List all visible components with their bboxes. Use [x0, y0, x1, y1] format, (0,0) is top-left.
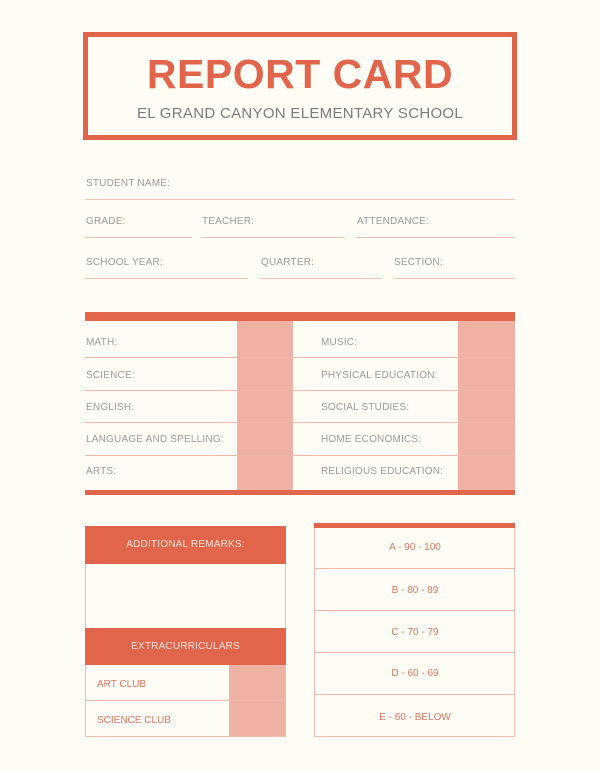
subject-science: SCIENCE: [86, 370, 135, 381]
attendance-label: ATTENDANCE: [357, 216, 430, 227]
row-divider [85, 390, 515, 391]
subject-home-economics: HOME ECONOMICS: [321, 434, 422, 445]
row-divider [85, 422, 515, 423]
report-card-header [83, 32, 517, 140]
section-label: SECTION: [394, 257, 443, 268]
page-title: REPORT CARD [146, 51, 454, 97]
grade-column-right[interactable] [458, 321, 515, 490]
subject-music: MUSIC: [321, 337, 358, 348]
grade-scale-b: B - 80 - 89 [391, 585, 439, 596]
school-year-label: SCHOOL YEAR: [86, 257, 163, 268]
grading-scale-top-bar [314, 523, 515, 528]
table-top-bar [85, 312, 515, 321]
subject-english: ENGLISH: [86, 402, 135, 413]
student-name-label: STUDENT NAME: [86, 178, 171, 189]
grade-scale-a: A - 90 - 100 [389, 542, 441, 553]
subject-math: MATH: [86, 337, 118, 348]
subject-physical-education: PHYSICAL EDUCATION: [321, 370, 438, 381]
subject-arts: ARTS: [86, 466, 117, 477]
remarks-area[interactable] [86, 564, 285, 627]
student-name-field[interactable] [85, 169, 515, 200]
teacher-field[interactable] [201, 207, 345, 238]
row-divider [315, 694, 514, 695]
extracurriculars-heading: EXTRACURRICULARS [85, 628, 286, 665]
row-divider [85, 357, 515, 358]
table-bottom-bar [85, 490, 515, 495]
teacher-label: TEACHER: [202, 216, 255, 227]
row-divider [85, 455, 515, 456]
grade-column-left[interactable] [237, 321, 293, 490]
grade-label: GRADE: [86, 216, 126, 227]
section-field[interactable] [393, 248, 515, 279]
row-divider [315, 610, 514, 611]
quarter-field[interactable] [260, 248, 382, 279]
school-name: EL GRAND CANYON ELEMENTARY SCHOOL [136, 105, 464, 122]
grade-scale-c: C - 70 - 79 [391, 627, 439, 638]
school-year-field[interactable] [85, 248, 248, 279]
club-art: ART CLUB [97, 679, 147, 690]
row-divider [315, 568, 514, 569]
attendance-field[interactable] [356, 207, 515, 238]
club-science: SCIENCE CLUB [97, 715, 171, 726]
quarter-label: QUARTER: [261, 257, 315, 268]
subject-social-studies: SOCIAL STUDIES: [321, 402, 410, 413]
grade-scale-e: E - 60 - BELOW [379, 712, 451, 723]
grade-field[interactable] [85, 207, 192, 238]
grade-scale-d: D - 60 - 69 [391, 668, 439, 679]
remarks-heading: ADDITIONAL REMARKS: [85, 526, 286, 564]
row-divider [315, 652, 514, 653]
row-divider [86, 700, 285, 701]
subject-language-spelling: LANGUAGE AND SPELLING: [86, 434, 224, 445]
subject-religious-education: RELIGIOUS EDUCATION: [321, 466, 444, 477]
